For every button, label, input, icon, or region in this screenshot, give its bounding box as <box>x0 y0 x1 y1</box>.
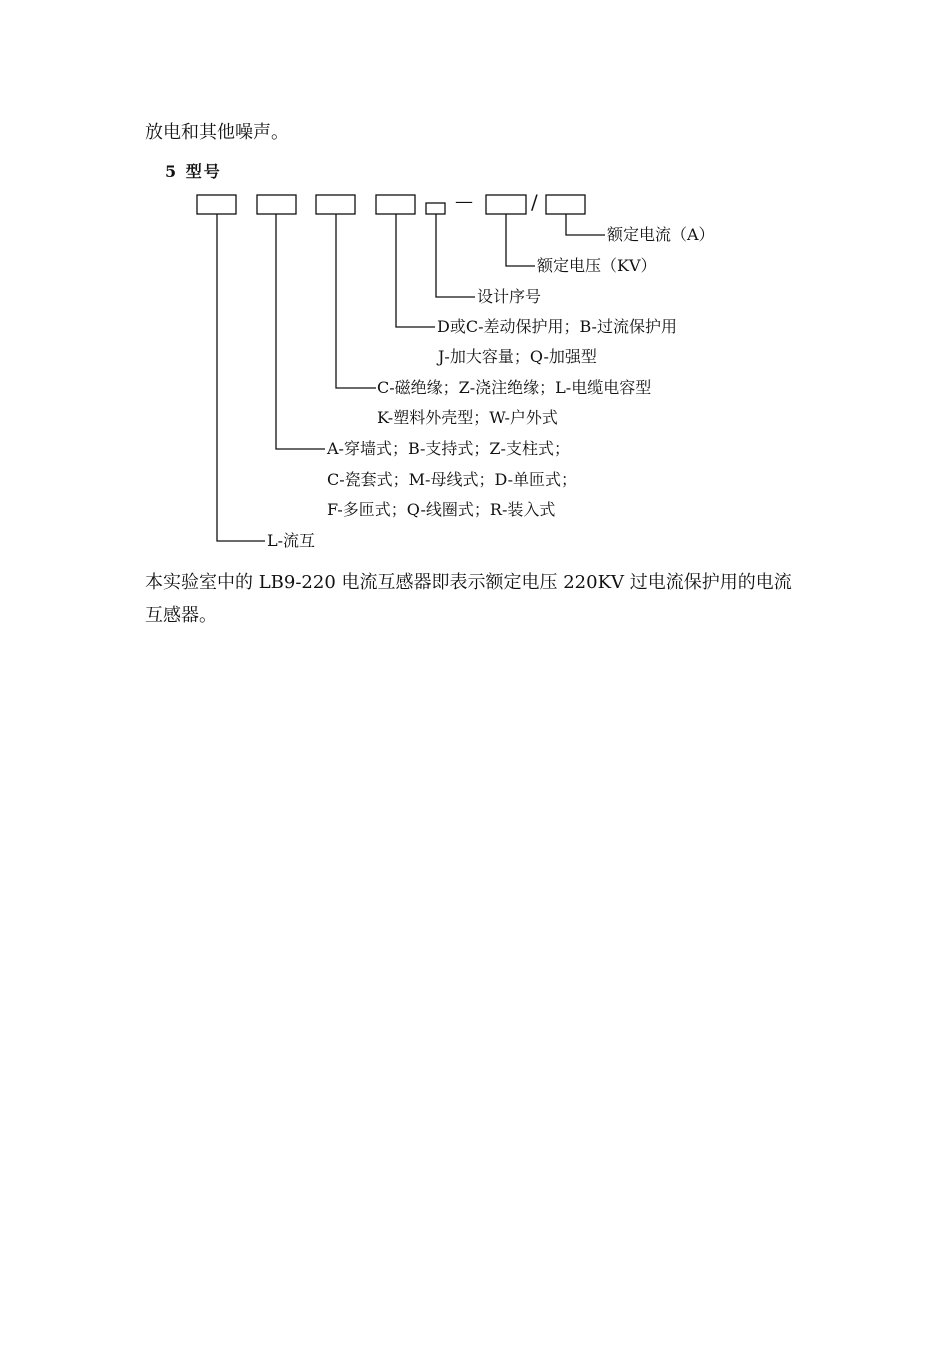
label-structure-line1: A-穿墙式；B-支持式；Z-支柱式； <box>327 439 570 458</box>
label-rated-voltage: 额定电压（KV） <box>537 256 657 275</box>
label-type-code: L-流互 <box>267 531 316 550</box>
label-purpose-line2: J-加大容量；Q-加强型 <box>438 347 597 366</box>
code-box-3 <box>316 195 355 214</box>
dash-symbol: — <box>455 191 473 212</box>
connector-design-number <box>436 214 475 297</box>
code-box-4 <box>376 195 415 214</box>
label-rated-current: 额定电流（A） <box>607 225 715 244</box>
intro-line: 放电和其他噪声。 <box>145 122 289 143</box>
label-purpose-line1: D或C-差动保护用；B-过流保护用 <box>437 317 677 336</box>
conclusion-line-1: 本实验室中的 LB9-220 电流互感器即表示额定电压 220KV 过电流保护用的电流 <box>145 572 792 593</box>
code-box-6 <box>486 195 526 214</box>
conclusion-line-2: 互感器。 <box>145 605 217 626</box>
label-structure-line2: C-瓷套式；M-母线式；D-单匝式； <box>327 470 577 489</box>
connector-rated-voltage <box>506 214 535 266</box>
label-insulation-line2: K-塑料外壳型；W-户外式 <box>377 408 558 427</box>
code-box-5-small <box>426 203 445 214</box>
label-insulation-line1: C-磁绝缘；Z-浇注绝缘；L-电缆电容型 <box>377 378 652 397</box>
section-heading: 5 型号 <box>165 162 222 181</box>
connector-structure <box>276 214 325 449</box>
code-box-7 <box>546 195 585 214</box>
code-box-2 <box>257 195 296 214</box>
connector-purpose <box>396 214 435 327</box>
connector-type <box>217 214 265 541</box>
slash-symbol: / <box>531 190 538 214</box>
code-box-1 <box>197 195 236 214</box>
label-design-number: 设计序号 <box>477 287 542 306</box>
label-structure-line3: F-多匝式；Q-线圈式；R-装入式 <box>327 500 556 519</box>
connector-insulation <box>336 214 376 388</box>
connector-rated-current <box>566 214 605 235</box>
